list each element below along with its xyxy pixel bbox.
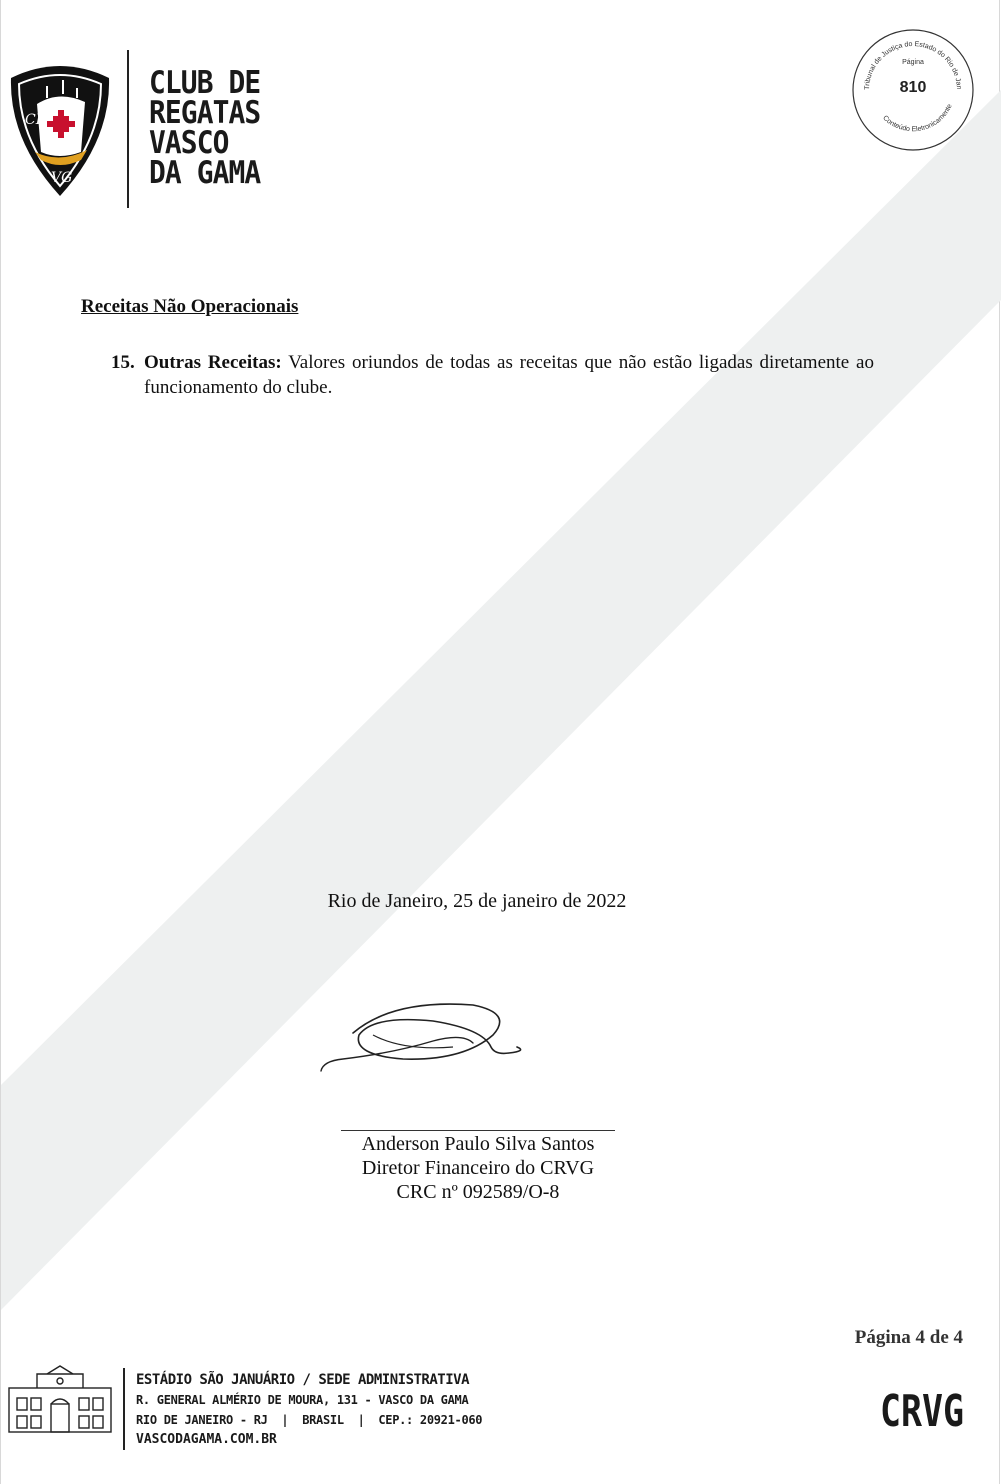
club-name-line-3: VASCO [149,125,229,161]
seal-page-number: 810 [899,79,927,96]
page-number: Página 4 de 4 [854,1327,963,1348]
club-name [149,65,261,191]
item-label: Outras Receitas: [144,352,282,373]
item-description: Valores oriundos de todas as receitas que não estão ligadas diretamente ao funcionamento do clube. [144,352,874,398]
signature-line [341,1130,615,1131]
item-paragraph [144,350,874,400]
signer-block [341,1132,615,1204]
vasco-crest-icon [7,60,113,200]
svg-text:VG: VG [51,170,73,186]
footer-address [136,1370,482,1450]
svg-text:CR: CR [25,112,47,128]
crvg-logo-icon [877,1368,967,1437]
section-title: Receitas Não Operacionais [81,296,299,317]
seal-top-text: Tribunal de Justiça do Estado do Rio de Jan [863,40,963,91]
date-line: Rio de Janeiro, 25 de janeiro de 2022 [327,890,627,912]
seal-bottom-text: Conteúdo Eletronicamente [881,103,954,134]
club-name-line-1: CLUB DE [149,65,261,101]
club-name-line-4: DA GAMA [149,155,261,191]
club-name-line-2: REGATAS [149,95,261,131]
item-number: 15. [111,352,135,373]
stadium-building-icon [7,1364,113,1436]
seal-label: Página [902,59,924,66]
footer-divider [123,1368,125,1450]
signer-name: Anderson Paulo Silva Santos [361,1133,595,1155]
header-divider [127,50,129,208]
footer-line-1: ESTÁDIO SÃO JANUÁRIO / SEDE ADMINISTRATIVA [136,1372,470,1388]
list-item [111,350,874,400]
signer-crc: CRC nº 092589/O-8 [396,1181,560,1203]
signature-icon [313,995,533,1080]
footer-line-2: R. GENERAL ALMÉRIO DE MOURA, 131 - VASCO DA GAMA [136,1393,469,1407]
footer-website: VASCODAGAMA.COM.BR [136,1432,277,1447]
crvg-logo-text: CRVG [880,1386,964,1437]
footer-line-3: RIO DE JANEIRO - RJ | BRASIL | CEP.: 20921-060 [136,1413,483,1427]
diagonal-stripe-background [1,0,1001,1484]
signer-title: Diretor Financeiro do CRVG [361,1157,595,1179]
